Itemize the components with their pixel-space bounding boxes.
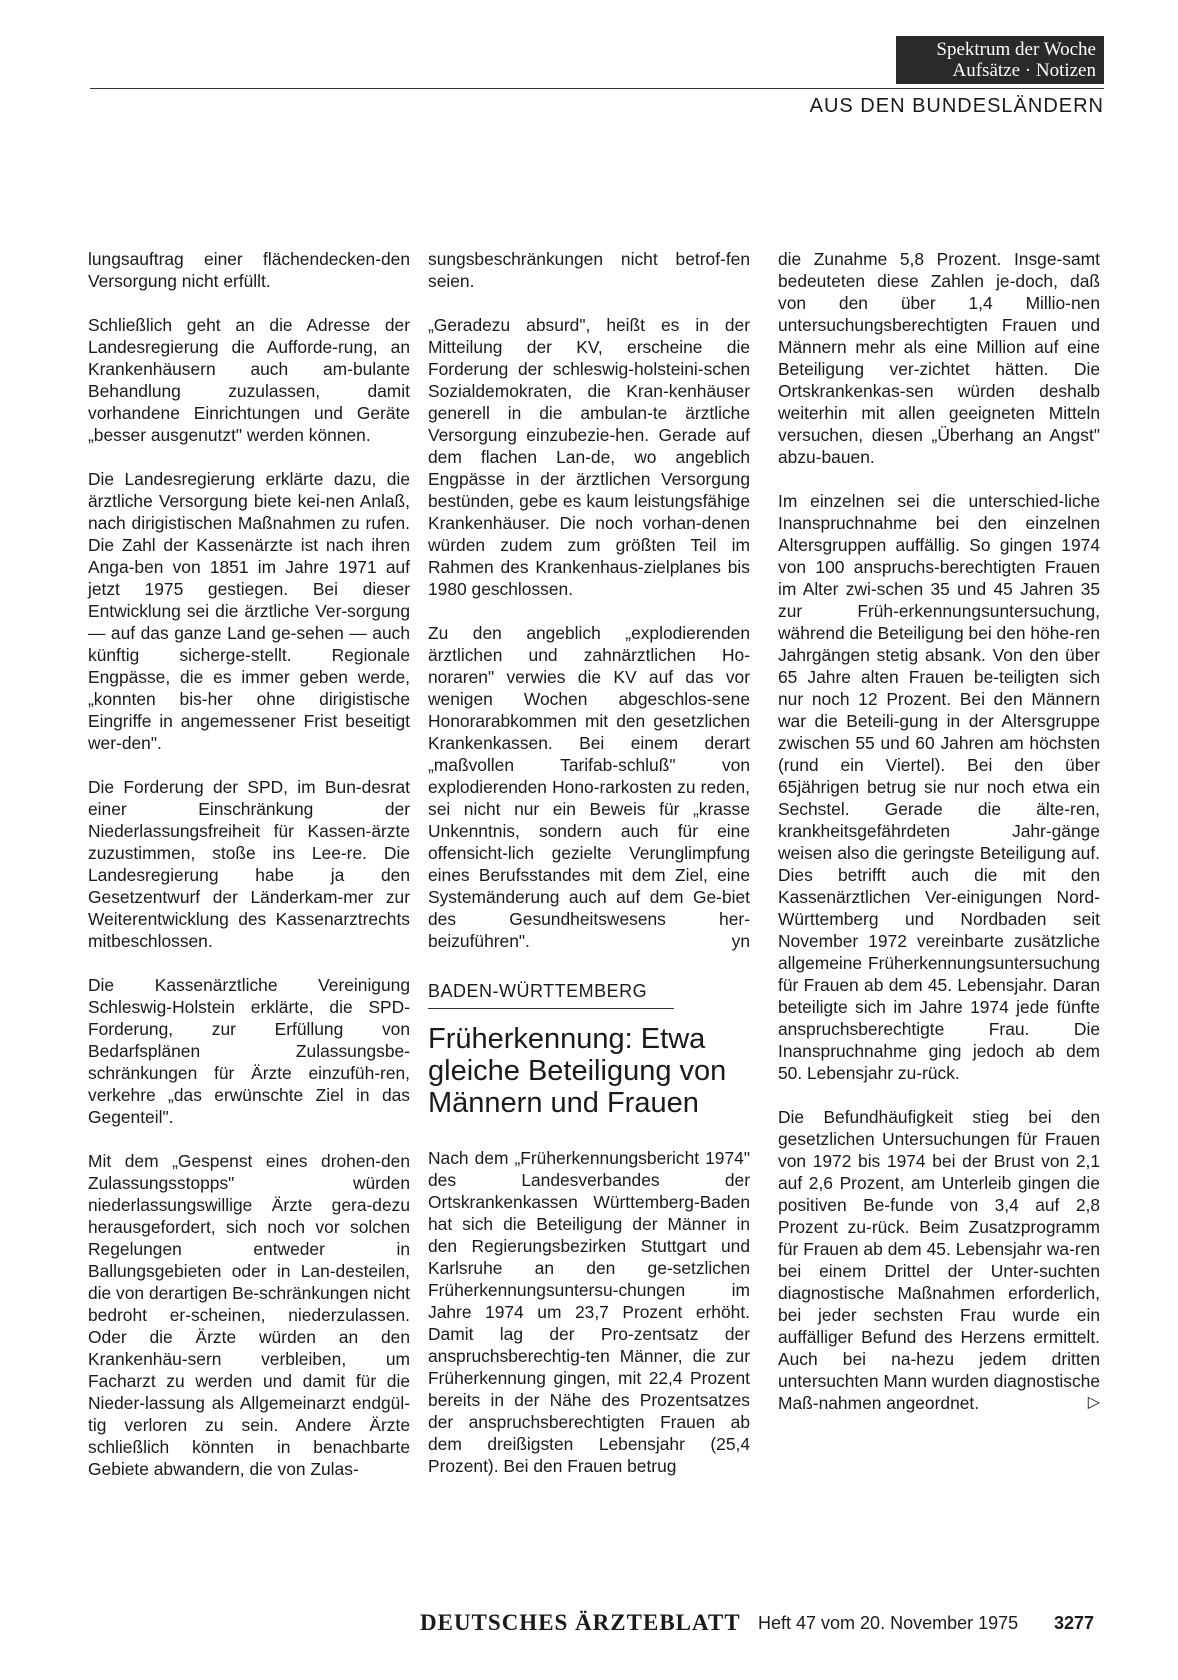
badge-line-2: Aufsätze · Notizen <box>952 60 1096 81</box>
page-number: 3277 <box>1054 1613 1095 1633</box>
article-headline: Früherkennung: Etwa gleiche Beteiligung von Männern und Frauen <box>428 1023 727 1119</box>
paragraph: Mit dem „Gespenst eines drohen-den Zulassungsstopps" würden niederlassungswillige Ärzte gera-dezu herausgefordert, sich noch vor solchen Regelungen entweder in Ballungsgebieten oder in Lan-desteilen, die von derartigen Be-schränkungen nicht bedroht er-scheinen, niederzulassen. Oder die Ärzte würden an den Krankenhäu-sern verbleiben, um Facharzt zu werden und damit für die Nieder-lassung als Allgemeinarzt endgül-tig verloren zu sein. Andere Ärzte schließlich könnten in benachbarte Gebiete abwandern, die von Zulas- <box>88 1151 410 1479</box>
paragraph: sungsbeschränkungen nicht betrof-fen seien. <box>428 249 750 291</box>
paragraph-with-continuation <box>778 1106 1100 1414</box>
section-label: AUS DEN BUNDESLÄNDERN <box>809 95 1104 117</box>
paragraph: Schließlich geht an die Adresse der Landesregierung die Aufforde-rung, an Krankenhäusern auch am-bulante Behandlung zuzulassen, damit vorhandene Einrichtungen und Geräte „besser ausgenutzt" werden können. <box>88 315 410 445</box>
section-badge <box>896 36 1104 84</box>
paragraph: Die Kassenärztliche Vereinigung Schleswig-Holstein erklärte, die SPD-Forderung, zur Erfüllung von Bedarfsplänen Zulassungsbe-schränkungen für Ärzte einzufüh-ren, verkehre „das erwünschte Ziel in das Gegenteil". <box>88 975 410 1127</box>
column-1 <box>88 248 410 1502</box>
paragraph: Die Forderung der SPD, im Bun-desrat einer Einschränkung der Niederlassungsfreiheit für Kassen-ärzte zuzustimmen, stoße ins Lee-re. Die Landesregierung habe ja den Gesetzentwurf der Länderkam-mer zur Weiterentwicklung des Kassenarztrechts mitbeschlossen. <box>88 777 410 951</box>
paragraph-with-signature <box>428 622 750 952</box>
paragraph: „Geradezu absurd", heißt es in der Mitteilung der KV, erscheine die Forderung der schleswig-holsteini-schen Sozialdemokraten, die Kran-kenhäuser generell in die ambulan-te ärztliche Versorgung einzubezie-hen. Gerade auf dem flachen Lan-de, wo angeblich Engpässe in der ärztlichen Versorgung bestünden, gebe es kaum leistungsfähige Krankenhäuser. Die noch vorhan-denen würden zudem zum größten Teil im Rahmen des Krankenhaus-zielplanes bis 1980 geschlossen. <box>428 315 750 599</box>
paragraph: Im einzelnen sei die unterschied-liche Inanspruchnahme bei den einzelnen Altersgruppen auffällig. So gingen 1974 von 100 anspruchs-berechtigten Frauen im Alter zwi-schen 35 und 45 Jahren 35 zur Früh-erkennungsuntersuchung, während die Beteiligung bei den höhe-ren Jahrgängen stetig absank. Von den über 65 Jahre alten Frauen be-teiligten sich nur noch 12 Prozent. Bei den Männern war die Beteili-gung in der Altersgruppe zwischen 55 und 60 Jahren am höchsten (rund ein Viertel). Bei den über 65jährigen betrug sie nur noch etwa ein Sechstel. Gerade die älte-ren, krankheitsgefährdeten Jahr-gänge weisen also die geringste Beteiligung auf. Dies betrifft auch die mit den Kassenärztlichen Ver-einigungen Nord-Württemberg und Nordbaden seit November 1972 vereinbarte zusätzliche allgemeine Früherkennungsuntersuchung für Frauen ab dem 45. Lebensjahr. Daran beteiligte sich im Jahre 1974 jede fünfte anspruchsberechtigte Frau. Die Inanspruchnahme ging jedoch ab dem 50. Lebensjahr zu-rück. <box>778 491 1100 1083</box>
paragraph: die Zunahme 5,8 Prozent. Insge-samt bedeuteten diese Zahlen je-doch, daß von den über 1,4 Millio-nen untersuchungsberechtigten Frauen und Männern mehr als eine Million auf eine Beteiligung ver-zichtet hätten. Die Ortskrankenkas-sen würden deshalb weiterhin mit allen geeigneten Mitteln versuchen, diesen „Überhang an Angst" abzu-bauen. <box>778 249 1100 467</box>
footer-masthead: DEUTSCHES ÄRZTEBLATT <box>420 1610 741 1635</box>
paragraph: Die Landesregierung erklärte dazu, die ärztliche Versorgung biete kei-nen Anlaß, nach dirigistischen Maßnahmen zu rufen. Die Zahl der Kassenärzte ist nach ihren Anga-ben von 1851 im Jahre 1971 auf jetzt 1975 gestiegen. Bei dieser Entwicklung sei die ärztliche Ver-sorgung — auf das ganze Land ge-sehen — auch künftig sicherge-stellt. Regionale Engpässe, die es immer geben werde, „konnten bis-her ohne dirigistische Eingriffe in angemessener Frist beseitigt wer-den". <box>88 469 410 753</box>
region-label: BADEN-WÜRTTEMBERG <box>428 980 674 1009</box>
author-signature: yn <box>731 931 750 951</box>
header-rule <box>90 88 1104 89</box>
footer-issue: Heft 47 vom 20. November 1975 <box>758 1613 1019 1633</box>
column-3 <box>778 248 1100 1436</box>
paragraph: lungsauftrag einer flächendecken-den Versorgung nicht erfüllt. <box>88 249 410 291</box>
continue-arrow-icon: ▷ <box>1087 1394 1100 1411</box>
paragraph: Nach dem „Früherkennungsbericht 1974" des Landesverbandes der Ortskrankenkassen Württemberg-Baden hat sich die Beteiligung der Männer in den Regierungsbezirken Stuttgart und Karlsruhe an den ge-setzlichen Früherkennungsuntersu-chungen im Jahre 1974 um 23,7 Prozent erhöht. Damit lag der Pro-zentsatz der anspruchsberechtig-ten Männer, die zur Früherkennung gingen, mit 22,4 Prozent bereits in der Nähe des Prozentsatzes der anspruchsberechtigten Frauen ab dem dreißigsten Lebensjahr (25,4 Prozent). Bei den Frauen betrug <box>428 1148 750 1476</box>
paragraph-text: Zu den angeblich „explodierenden ärztlichen und zahnärztlichen Ho-noraren" verwies die KV auf das vor wenigen Wochen abgeschlos-sene Honorarabkommen mit den gesetzlichen Krankenkassen. Bei einem derart „maßvollen Tarifab-schluß" von explodierenden Hono-rarkosten zu reden, sei nicht nur ein Beweis für „krasse Unkenntnis, sondern auch für eine offensicht-lich gezielte Verunglimpfung eines Berufsstandes mit dem Ziel, eine Systemänderung auch auf dem Ge-biet des Gesundheitswesens her-beizuführen". <box>428 623 750 951</box>
paragraph-text: Die Befundhäufigkeit stieg bei den gesetzlichen Untersuchungen für Frauen von 1972 bis 1974 bei der Brust von 2,1 auf 2,6 Prozent, am Unterleib gingen die positiven Be-funde von 3,4 auf 2,8 Prozent zu-rück. Beim Zusatzprogramm für Frauen ab dem 45. Lebensjahr wa-ren bei einem Drittel der Unter-suchten diagnostische Maßnahmen erforderlich, bei jeder sechsten Frau wurde ein auffälliger Befund des Herzens ermittelt. Auch bei na-hezu jedem dritten untersuchten Mann wurden diagnostische Maß-nahmen angeordnet. <box>778 1107 1100 1413</box>
badge-line-1: Spektrum der Woche <box>936 39 1096 60</box>
column-2 <box>428 248 750 1499</box>
